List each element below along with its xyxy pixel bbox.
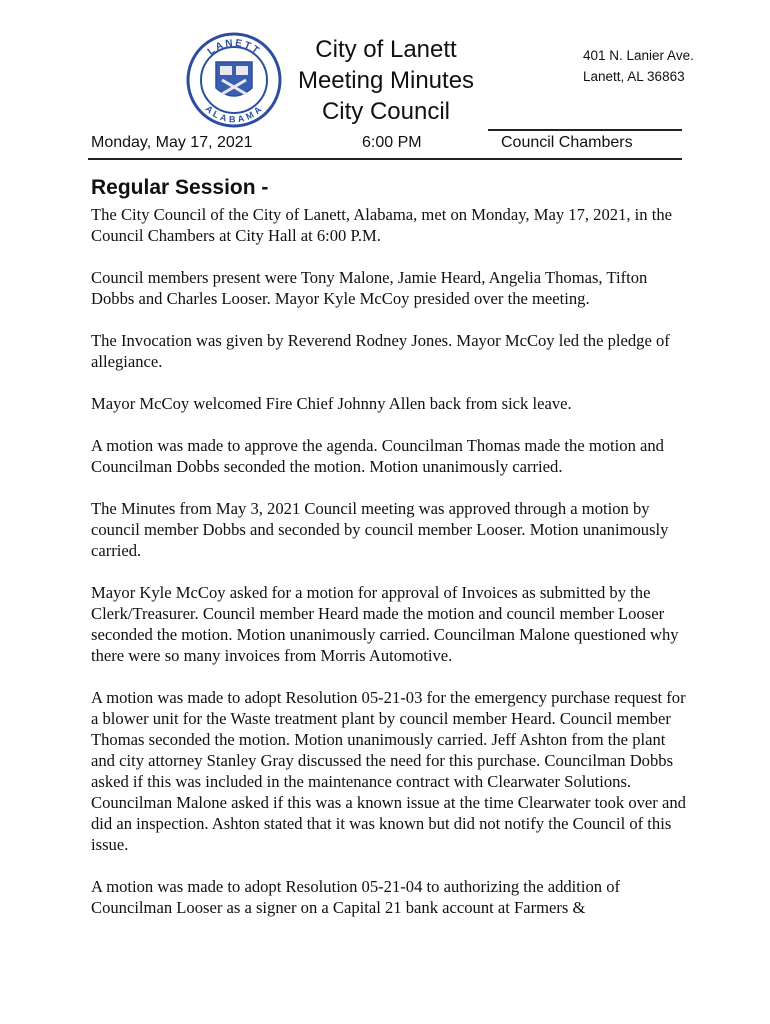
section-heading: Regular Session - [91, 176, 269, 199]
minutes-body [91, 204, 691, 939]
city-address [583, 45, 694, 87]
paragraph-opening: The City Council of the City of Lanett, Alabama, met on Monday, May 17, 2021, in the Council Chambers at City Hall at 6:00 P.M. [91, 205, 672, 245]
paragraph-welcome: Mayor McCoy welcomed Fire Chief Johnny Allen back from sick leave. [91, 394, 572, 413]
paragraph-attendance: Council members present were Tony Malone, Jamie Heard, Angelia Thomas, Tifton Dobbs and Charles Looser. Mayor Kyle McCoy presided over the meeting. [91, 268, 648, 308]
meeting-location: Council Chambers [501, 134, 633, 151]
meeting-date: Monday, May 17, 2021 [91, 134, 253, 151]
header-rule-bottom [88, 158, 682, 160]
document-title [286, 34, 486, 127]
paragraph-invocation: The Invocation was given by Reverend Rodney Jones. Mayor McCoy led the pledge of allegiance. [91, 331, 670, 371]
seal-top-text: LANETT [205, 37, 263, 58]
seal-bottom-text: ALABAMA [203, 103, 265, 125]
meeting-time: 6:00 PM [362, 134, 422, 151]
paragraph-resolution-05-21-04: A motion was made to adopt Resolution 05-21-04 to authorizing the addition of Councilman Looser as a signer on a Capital 21 bank account at Farmers & [91, 877, 621, 917]
title-line-minutes: Meeting Minutes [297, 67, 475, 94]
city-seal-logo [186, 32, 282, 128]
paragraph-invoices: Mayor Kyle McCoy asked for a motion for approval of Invoices as submitted by the Clerk/Treasurer. Council member Heard made the motion and council member Looser seconded the motion. Motion unanimously carried. Councilman Malone questioned why there were so many invoices from Morris Automotive. [91, 583, 679, 665]
title-line-council: City Council [321, 98, 451, 125]
header-rule-top [488, 129, 682, 131]
title-line-city: City of Lanett [315, 36, 457, 63]
address-city: Lanett, AL 36863 [583, 69, 685, 84]
paragraph-agenda: A motion was made to approve the agenda. Councilman Thomas made the motion and Councilman Dobbs seconded the motion. Motion unanimously carried. [91, 436, 664, 476]
address-street: 401 N. Lanier Ave. [583, 48, 694, 63]
paragraph-minutes-approval: The Minutes from May 3, 2021 Council meeting was approved through a motion by council member Dobbs and seconded by council member Looser. Motion unanimously carried. [91, 499, 669, 560]
paragraph-resolution-05-21-03: A motion was made to adopt Resolution 05-21-03 for the emergency purchase request for a blower unit for the Waste treatment plant by council member Heard. Council member Thomas seconded the motion. Motion unanimously carried. Jeff Ashton from the plant and city attorney Stanley Gray discussed the need for this purchase. Councilman Dobbs asked if this was included in the maintenance contract with Clearwater Solutions. Councilman Malone asked if this was a known issue at the time Clearwater took over and did an inspection. Ashton stated that it was known but did not notify the Council of this issue. [91, 688, 686, 854]
